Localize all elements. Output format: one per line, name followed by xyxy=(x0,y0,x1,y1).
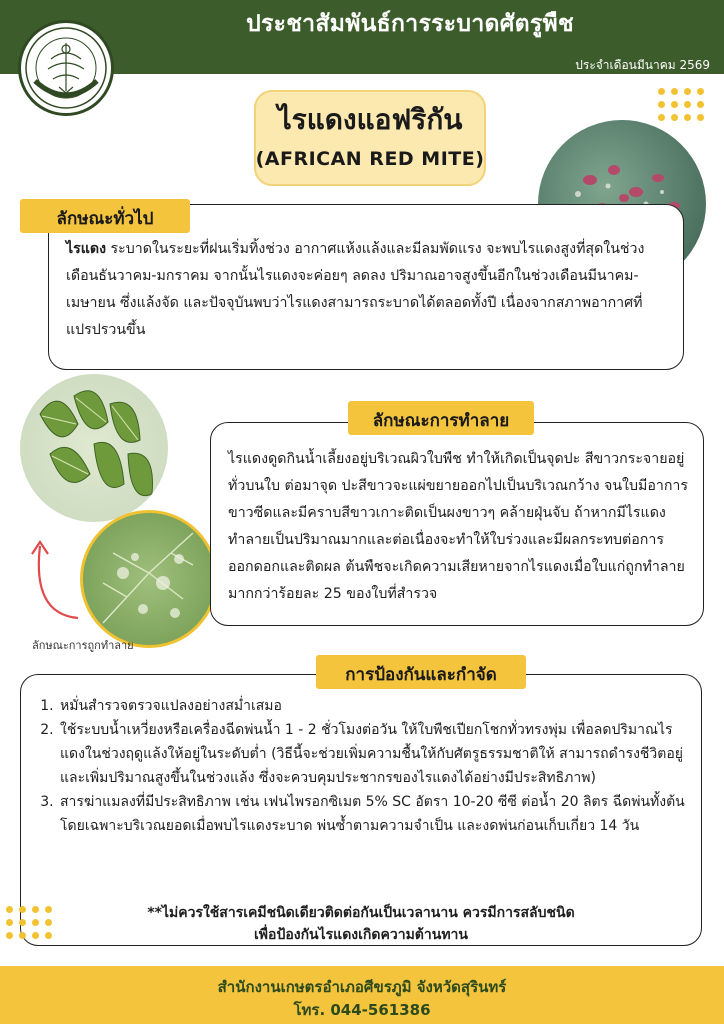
damaged-leaf-photo xyxy=(80,510,218,648)
office-phone: โทร. 044-561386 xyxy=(293,1001,431,1019)
general-tag: ลักษณะทั่วไป xyxy=(20,199,190,233)
decorative-dots xyxy=(658,88,704,121)
healthy-leaves-photo xyxy=(20,374,168,522)
issue-date: ประจำเดือนมีนาคม 2569 xyxy=(575,58,710,72)
prevention-tag: การป้องกันและกำจัด xyxy=(316,655,526,689)
general-body: ระบาดในระยะที่ฝนเริ่มทิ้งช่วง อากาศแห้งแล้งและมีลมพัดแรง จะพบไรแดงสูงที่สุดในช่วงเดือนธันวาคม-มกราคม จากนั้นไรแดงจะค่อยๆ ลดลง ปริมาณอาจสูงขึ้นอีกในช่วงเดือนมีนาคม-เมษายน ซึ่งแล้งจัด และปัจจุบันพบว่าไรแดงสามารถระบาดได้ตลอดทั้งปี เนื่องจากสภาพอากาศที่แปรปรวนขึ้น xyxy=(66,241,645,338)
warning-note xyxy=(20,902,702,946)
page-title: ประชาสัมพันธ์การระบาดศัตรูพืช xyxy=(246,11,574,37)
decorative-dots xyxy=(6,906,52,939)
prevention-list xyxy=(38,694,690,838)
prevention-item: 3. สารฆ่าแมลงที่มีประสิทธิภาพ เช่น เฟนไพรอกซิเมต 5% SC อัตรา 10-20 ซีซี ต่อน้ำ 20 ลิตร ฉีดพ่นทั้งต้นโดยเฉพาะบริเวณยอดเมื่อพบไรแดงระบาด พ่นซ้ำตามความจำเป็น และงดพ่นก่อนเก็บเกี่ยว 14 วัน xyxy=(58,790,690,838)
pest-name-thai: ไรแดงแอฟริกัน xyxy=(277,103,463,136)
royal-garuda-emblem-icon xyxy=(18,20,114,116)
general-text xyxy=(66,236,666,344)
damage-text: ไรแดงดูดกินน้ำเลี้ยงอยู่บริเวณผิวใบพืช ทำให้เกิดเป็นจุดปะ สีขาวกระจายอยู่ทั่วบนใบ ต่อมาจุด ปะสีขาวจะแผ่ขยายออกไปเป็นบริเวณกว้าง จนใบมีอาการขาวซีดและมีคราบสีขาวเกาะติดเป็นผงขาวๆ คล้ายฝุ่นจับ ถ้าหากมีไรแดงทำลายเป็นปริมาณมากและต่อเนื่องจะทำให้ใบร่วงและมีผลกระทบต่อการออกดอกและติดผล ต้นพืชจะเกิดความเสียหายจากไรแดงเมื่อใบแก่ถูกทำลายมากกว่าร้อยละ 25 ของใบที่สำรวจ xyxy=(228,451,689,602)
prevention-item: 1. หมั่นสำรวจตรวจแปลงอย่างสม่ำเสมอ xyxy=(58,694,690,718)
warning-line-1: **ไม่ควรใช้สารเคมีชนิดเดียวติดต่อกันเป็นเวลานาน ควรมีการสลับชนิด xyxy=(147,905,575,921)
damage-photo-caption: ลักษณะการถูกทำลาย xyxy=(32,639,134,652)
office-name: สำนักงานเกษตรอำเภอศีขรภูมิ จังหวัดสุรินทร์ xyxy=(217,978,507,996)
prevention-item: 2. ใช้ระบบน้ำเหวี่ยงหรือเครื่องฉีดพ่นน้ำ 1 - 2 ชั่วโมงต่อวัน ให้ใบพืชเปียกโชกทั่วทรงพุ่ม เพื่อลดปริมาณไรแดงในช่วงฤดูแล้งให้อยู่ในระดับต่ำ (วิธีนี้จะช่วยเพิ่มความชื้นให้กับศัตรูธรรมชาติให้ สามารถดำรงชีวิตอยู่และเพิ่มปริมาณสูงขึ้นในช่วงแล้ง ซึ่งจะควบคุมประชากรของไรแดงได้อย่างมีประสิทธิภาพ) xyxy=(58,718,690,790)
general-lead: ไรแดง xyxy=(66,241,107,257)
damage-tag: ลักษณะการทำลาย xyxy=(348,401,534,435)
pest-name-english: (AFRICAN RED MITE) xyxy=(255,148,485,170)
curved-arrow-icon xyxy=(26,530,86,625)
warning-line-2: เพื่อป้องกันไรแดงเกิดความต้านทาน xyxy=(254,927,468,943)
